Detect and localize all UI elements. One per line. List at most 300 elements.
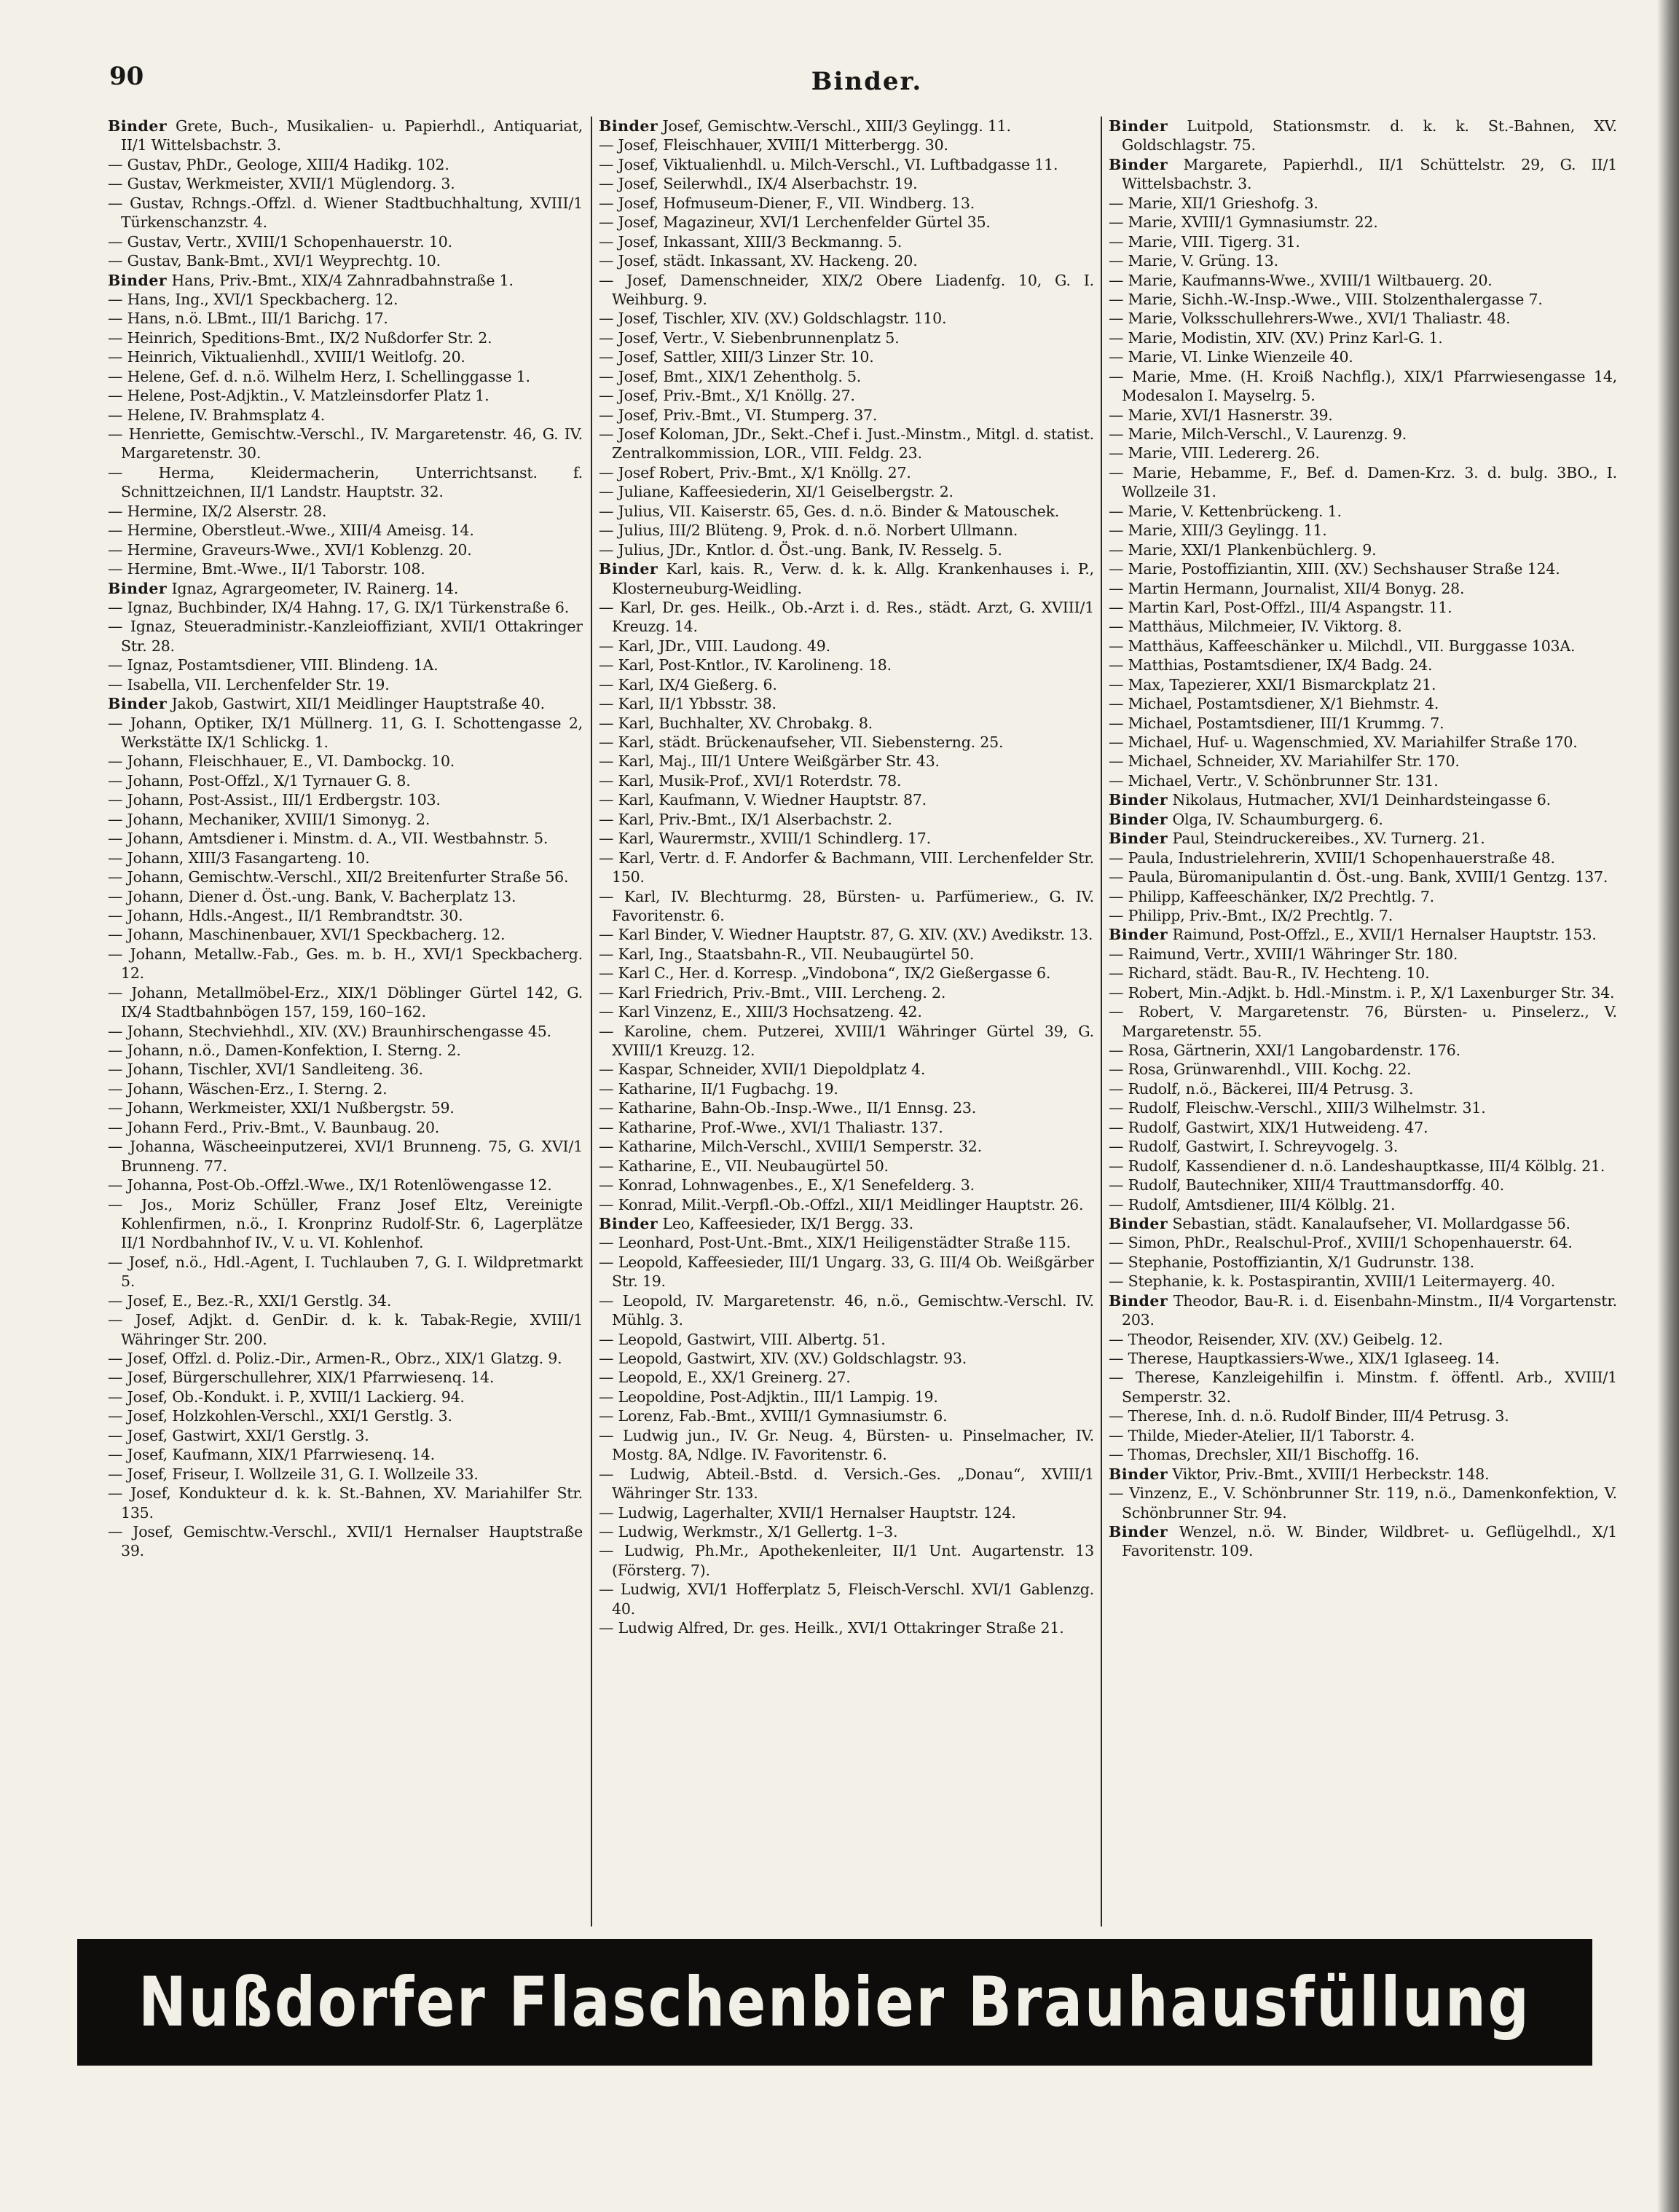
directory-entry [1109, 1253, 1617, 1272]
advertisement-banner [77, 1939, 1592, 2066]
entry-text: — Josef, Adjkt. d. GenDir. d. k. k. Tabak-Regie, XVIII/1 Währinger Str. 200. [108, 1311, 583, 1348]
entry-text: — Raimund, Vertr., XVIII/1 Währinger Str. 180. [1109, 945, 1458, 963]
entry-text: — Marie, Sichh.-W.-Insp.-Wwe., VIII. Stolzenthalergasse 7. [1109, 290, 1543, 308]
directory-entry [108, 714, 583, 752]
entry-text: — Josef, Gemischtw.-Verschl., XVII/1 Hernalser Hauptstraße 39. [108, 1522, 583, 1560]
entry-text: Nikolaus, Hutmacher, XVI/1 Deinhardsteingasse 6. [1168, 791, 1551, 809]
entry-text: — Julius, JDr., Kntlor. d. Öst.-ung. Bank, IV. Resselg. 5. [599, 540, 1002, 559]
advertisement-text: Nußdorfer Flaschenbier Brauhausfüllung [138, 1962, 1531, 2042]
directory-entry [1109, 656, 1617, 674]
directory-entry [599, 194, 1094, 213]
entry-text: — Josef, Sattler, XIII/3 Linzer Str. 10. [599, 348, 874, 366]
entry-text: — Philipp, Priv.-Bmt., IX/2 Prechtlg. 7. [1109, 906, 1393, 924]
entry-text: — Johann Ferd., Priv.-Bmt., V. Baunbaug. 20. [108, 1118, 440, 1136]
entry-text: — Helene, IV. Brahmsplatz 4. [108, 406, 326, 424]
entry-text: — Marie, Volksschullehrers-Wwe., XVI/1 Thaliastr. 48. [1109, 310, 1511, 328]
right-column [1109, 117, 1617, 1923]
entry-text: — Hermine, Bmt.-Wwe., II/1 Taborstr. 108. [108, 560, 425, 578]
entry-text: — Katharine, Bahn-Ob.-Insp.-Wwe., II/1 Ennsg. 23. [599, 1099, 977, 1117]
entry-text: Josef, Gemischtw.-Verschl., XIII/3 Geylingg. 11. [658, 117, 1011, 135]
entry-text: — Josef, Inkassant, XIII/3 Beckmanng. 5. [599, 232, 903, 251]
entry-text: — Rudolf, Kassendiener d. n.ö. Landeshauptkasse, III/4 Kölblg. 21. [1109, 1157, 1605, 1175]
entry-text: — Johann, Optiker, IX/1 Müllnerg. 11, G. I. Schottengasse 2, Werkstätte IX/1 Schlickg. 1. [108, 714, 583, 751]
directory-entry [108, 1253, 583, 1291]
entry-text: — Ignaz, Steueradministr.-Kanzleioffiziant, XVII/1 Ottakringer Str. 28. [108, 618, 583, 655]
directory-entry [599, 1002, 1094, 1021]
directory-entry [108, 810, 583, 829]
entry-text: — Richard, städt. Bau-R., IV. Hechteng. 10. [1109, 964, 1430, 983]
entry-text: — Michael, Huf- u. Wagenschmied, XV. Mariahilfer Straße 170. [1109, 733, 1578, 751]
entry-text: — Josef, Offzl. d. Poliz.-Dir., Armen-R., Obrz., XIX/1 Glatzg. 9. [108, 1350, 562, 1367]
entry-text: — Martin Karl, Post-Offzl., III/4 Aspangstr. 11. [1109, 598, 1452, 616]
directory-entry [599, 559, 1094, 598]
middle-column [599, 117, 1094, 1923]
directory-entry [599, 1406, 1094, 1425]
entry-text: — Josef, Fleischhauer, XVIII/1 Mitterbergg. 30. [599, 136, 948, 154]
directory-entry [599, 1618, 1094, 1637]
entry-text: — Robert, Min.-Adjkt. b. Hdl.-Minstm. i. P., X/1 Laxenburger Str. 34. [1109, 983, 1615, 1001]
directory-entry [1109, 925, 1617, 944]
directory-entry [1109, 540, 1617, 559]
entry-text: — Helene, Post-Adjktin., V. Matzleinsdorfer Platz 1. [108, 387, 489, 405]
entry-text: — Martin Hermann, Journalist, XII/4 Bonyg. 28. [1109, 579, 1465, 597]
directory-entry [599, 309, 1094, 328]
directory-entry [1109, 155, 1617, 194]
directory-entry [108, 194, 583, 232]
entry-text: — Rudolf, Gastwirt, I. Schreyvogelg. 3. [1109, 1138, 1399, 1156]
entry-text: — Gustav, Bank-Bmt., XVI/1 Weyprechtg. 10. [108, 252, 441, 270]
directory-entry [1109, 347, 1617, 366]
entry-text: — Josef, E., Bez.-R., XXI/1 Gerstlg. 34. [108, 1291, 392, 1310]
directory-entry [1109, 675, 1617, 694]
directory-entry [599, 1195, 1094, 1214]
entry-text: — Julius, III/2 Blüteng. 9, Prok. d. n.ö. Norbert Ullmann. [599, 521, 1018, 540]
entry-text: — Marie, XXI/1 Plankenbüchlerg. 9. [1109, 540, 1377, 559]
directory-entry [108, 983, 583, 1022]
directory-entry [1109, 1118, 1617, 1137]
entry-text: — Karl, JDr., VIII. Laudong. 49. [599, 637, 830, 655]
entry-headword: Binder [1109, 830, 1168, 848]
entry-text: — Katharine, II/1 Fugbachg. 19. [599, 1079, 838, 1098]
directory-entry [108, 906, 583, 925]
entry-text: — Heinrich, Speditions-Bmt., IX/2 Nußdorfer Str. 2. [108, 328, 492, 347]
entry-text: — Karl Friedrich, Priv.-Bmt., VIII. Lercheng. 2. [599, 983, 946, 1001]
entry-text: — Josef, n.ö., Hdl.-Agent, I. Tuchlauben 7, G. I. Wildpretmarkt 5. [108, 1253, 583, 1291]
directory-entry [1109, 232, 1617, 251]
entry-text: Hans, Priv.-Bmt., XIX/4 Zahnradbahnstraße 1. [167, 271, 514, 289]
entry-text: — Johann, Diener d. Öst.-ung. Bank, V. Bacherplatz 13. [108, 887, 516, 905]
directory-entry [599, 752, 1094, 771]
entry-text: Leo, Kaffeesieder, IX/1 Bergg. 33. [658, 1214, 913, 1232]
directory-entry [1109, 1176, 1617, 1194]
entry-text: — Katharine, E., VII. Neubaugürtel 50. [599, 1157, 889, 1175]
directory-entry [599, 1253, 1094, 1291]
directory-entry [1109, 1233, 1617, 1252]
directory-entry [1109, 1406, 1617, 1425]
directory-entry [1109, 1445, 1617, 1464]
entry-text: — Katharine, Prof.-Wwe., XVI/1 Thaliastr. 137. [599, 1118, 943, 1136]
entry-text: — Marie, VI. Linke Wienzeile 40. [1109, 348, 1353, 366]
directory-entry [1109, 406, 1617, 425]
directory-entry [108, 1137, 583, 1176]
directory-entry [599, 1388, 1094, 1406]
entry-text: — Josef, städt. Inkassant, XV. Hackeng. 20. [599, 252, 918, 270]
entry-text: — Heinrich, Viktualienhdl., XVIII/1 Weitlofg. 20. [108, 348, 465, 366]
directory-entry [599, 925, 1094, 944]
entry-headword: Binder [1109, 155, 1168, 173]
entry-text: — Rudolf, n.ö., Bäckerei, III/4 Petrusg. 3. [1109, 1079, 1414, 1098]
directory-entry [599, 367, 1094, 386]
running-head: Binder. [811, 67, 923, 96]
directory-entry [1109, 251, 1617, 270]
directory-entry [1109, 1368, 1617, 1406]
directory-entry [599, 1157, 1094, 1176]
directory-entry [1109, 1041, 1617, 1060]
entry-text: — Ignaz, Postamtsdiener, VIII. Blindeng. 1A. [108, 656, 439, 674]
entry-text: — Ludwig, Werkmstr., X/1 Gellertg. 1–3. [599, 1522, 898, 1540]
entry-text: — Karl, Maj., III/1 Untere Weißgärber Str. 43. [599, 752, 940, 771]
entry-text: — Isabella, VII. Lerchenfelder Str. 19. [108, 675, 390, 693]
directory-entry [108, 752, 583, 771]
entry-text: — Paula, Industrielehrerin, XVIII/1 Schopenhauerstraße 48. [1109, 849, 1555, 867]
directory-entry [1109, 271, 1617, 290]
entry-text: — Josef, Damenschneider, XIX/2 Obere Liadenfg. 10, G. I. Weihburg. 9. [599, 271, 1094, 308]
directory-entry [599, 637, 1094, 656]
directory-entry [599, 1368, 1094, 1387]
directory-entry [1109, 1157, 1617, 1176]
directory-entry [1109, 1330, 1617, 1349]
entry-text: — Gustav, PhDr., Geologe, XIII/4 Hadikg. 102. [108, 155, 449, 173]
entry-text: — Therese, Inh. d. n.ö. Rudolf Binder, III/4 Petrusg. 3. [1109, 1407, 1509, 1425]
directory-entry [108, 790, 583, 809]
directory-entry [1109, 849, 1617, 867]
directory-entry [1109, 328, 1617, 347]
directory-entry [108, 829, 583, 848]
directory-entry [1109, 117, 1617, 155]
entry-text: — Josef, Holzkohlen-Verschl., XXI/1 Gerstlg. 3. [108, 1407, 452, 1425]
entry-text: — Philipp, Kaffeeschänker, IX/2 Prechtlg. 7. [1109, 887, 1434, 905]
entry-text: — Josef, Vertr., V. Siebenbrunnenplatz 5. [599, 328, 900, 347]
entry-text: — Ludwig, Ph.Mr., Apothekenleiter, II/1 Unt. Augartenstr. 13 (Försterg. 7). [599, 1542, 1094, 1579]
directory-entry [599, 771, 1094, 790]
directory-entry [599, 1291, 1094, 1330]
entry-text: — Johann, Amtsdiener i. Minstm. d. A., VII. Westbahnstr. 5. [108, 830, 548, 848]
directory-entry [108, 1445, 583, 1464]
entry-text: — Ludwig, Abteil.-Bstd. d. Versich.-Ges. „Donau“, XVIII/1 Währinger Str. 133. [599, 1465, 1094, 1503]
directory-entry [599, 328, 1094, 347]
directory-entry [108, 849, 583, 867]
entry-text: Paul, Steindruckereibes., XV. Turnerg. 21. [1168, 830, 1485, 848]
entry-text: — Konrad, Lohnwagenbes., E., X/1 Senefelderg. 3. [599, 1176, 975, 1194]
directory-entry [108, 1041, 583, 1060]
entry-text: — Helene, Gef. d. n.ö. Wilhelm Herz, I. Schellinggasse 1. [108, 367, 530, 385]
left-column [108, 117, 583, 1923]
directory-entry [108, 1522, 583, 1561]
entry-text: — Johann, XIII/3 Fasangarteng. 10. [108, 849, 370, 867]
entry-text: — Josef, Kondukteur d. k. k. St.-Bahnen, XV. Mariahilfer Str. 135. [108, 1484, 583, 1522]
directory-entry [108, 1060, 583, 1079]
entry-text: — Josef, Tischler, XIV. (XV.) Goldschlagstr. 110. [599, 310, 947, 328]
directory-entry [1109, 1272, 1617, 1291]
entry-text: — Johanna, Wäscheeinputzerei, XVI/1 Brunneng. 75, G. XVI/1 Brunneng. 77. [108, 1138, 583, 1175]
entry-text: — Johann, Gemischtw.-Verschl., XII/2 Breitenfurter Straße 56. [108, 868, 569, 886]
entry-text: — Henriette, Gemischtw.-Verschl., IV. Margaretenstr. 46, G. IV. Margaretenstr. 30. [108, 425, 583, 463]
entry-text: Theodor, Bau-R. i. d. Eisenbahn-Minstm., II/4 Vorgartenstr. 203. [1122, 1291, 1617, 1329]
entry-headword: Binder [1109, 1214, 1168, 1232]
entry-text: — Karl, Kaufmann, V. Wiedner Hauptstr. 87. [599, 791, 927, 809]
entry-text: Raimund, Post-Offzl., E., XVII/1 Hernalser Hauptstr. 153. [1168, 926, 1597, 944]
directory-entry [108, 598, 583, 617]
entry-text: — Leopoldine, Post-Adjktin., III/1 Lampig. 19. [599, 1388, 938, 1406]
directory-entry [599, 1349, 1094, 1368]
directory-entry [599, 1176, 1094, 1194]
directory-entry [599, 714, 1094, 733]
directory-entry [1109, 1002, 1617, 1041]
directory-entry [108, 1465, 583, 1484]
directory-entry [599, 733, 1094, 752]
entry-text: — Josef Koloman, JDr., Sekt.-Chef i. Just.-Minstm., Mitgl. d. statist. Zentralkommission, LOR., VIII. Feldg. 23. [599, 425, 1094, 463]
entry-text: — Marie, Mme. (H. Kroiß Nachflg.), XIX/1 Pfarrwiesengasse 14, Modesalon I. Mayselrg. 5. [1109, 367, 1617, 405]
directory-entry [1109, 1214, 1617, 1233]
entry-text: — Marie, XVI/1 Hasnerstr. 39. [1109, 406, 1333, 424]
entry-text: — Marie, V. Grüng. 13. [1109, 252, 1278, 270]
directory-entry [1109, 945, 1617, 964]
directory-entry [1109, 213, 1617, 232]
entry-text: — Johann, Hdls.-Angest., II/1 Rembrandtstr. 30. [108, 906, 463, 924]
directory-entry [108, 406, 583, 425]
directory-entry [108, 328, 583, 347]
entry-text: — Johann, Stechviehhdl., XIV. (XV.) Braunhirschengasse 45. [108, 1022, 551, 1040]
entry-text: — Karl, Buchhalter, XV. Chrobakg. 8. [599, 714, 873, 732]
entry-text: — Katharine, Milch-Verschl., XVIII/1 Semperstr. 32. [599, 1138, 982, 1156]
directory-entry [108, 367, 583, 386]
entry-text: — Matthias, Postamtsdiener, IX/4 Badg. 24. [1109, 656, 1433, 674]
entry-text: — Gustav, Vertr., XVIII/1 Schopenhauerstr. 10. [108, 232, 452, 251]
directory-entry [108, 1291, 583, 1310]
entry-text: — Juliane, Kaffeesiederin, XI/1 Geiselbergstr. 2. [599, 483, 953, 501]
directory-entry [1109, 1098, 1617, 1117]
directory-entry [108, 559, 583, 578]
entry-text: — Karl, Ing., Staatsbahn-R., VII. Neubaugürtel 50. [599, 945, 975, 963]
directory-entry [599, 694, 1094, 713]
directory-entry [1109, 1522, 1617, 1561]
entry-text: — Karl, Priv.-Bmt., IX/1 Alserbachstr. 2. [599, 810, 892, 828]
entry-text: — Rudolf, Bautechniker, XIII/4 Trauttmansdorffg. 40. [1109, 1176, 1504, 1194]
entry-text: — Konrad, Milit.-Verpfl.-Ob.-Offzl., XII/1 Meidlinger Hauptstr. 26. [599, 1195, 1084, 1213]
entry-text: — Johann, Metallmöbel-Erz., XIX/1 Döblinger Gürtel 142, G. IX/4 Stadtbahnbögen 157, 159, 160–162. [108, 983, 583, 1021]
entry-text: — Ludwig Alfred, Dr. ges. Heilk., XVI/1 Ottakringer Straße 21. [599, 1619, 1064, 1637]
entry-text: — Johann, Mechaniker, XVIII/1 Simonyg. 2. [108, 810, 430, 828]
directory-entry [599, 213, 1094, 232]
directory-entry [1109, 867, 1617, 886]
entry-text: Jakob, Gastwirt, XII/1 Meidlinger Hauptstraße 40. [167, 695, 545, 713]
directory-entry [599, 656, 1094, 674]
directory-entry [599, 790, 1094, 809]
directory-entry [1109, 1195, 1617, 1214]
directory-entry [599, 521, 1094, 540]
entry-text: — Ludwig, Lagerhalter, XVII/1 Hernalser Hauptstr. 124. [599, 1503, 1016, 1522]
entry-headword: Binder [108, 117, 168, 135]
directory-entry [108, 1426, 583, 1445]
directory-entry [599, 1426, 1094, 1465]
entry-headword: Binder [599, 117, 658, 135]
directory-entry [1109, 887, 1617, 906]
entry-text: Sebastian, städt. Kanalaufseher, VI. Mollardgasse 56. [1168, 1214, 1570, 1232]
directory-entry [1109, 694, 1617, 713]
entry-text: — Johann, Metallw.-Fab., Ges. m. b. H., XVI/1 Speckbacherg. 12. [108, 945, 583, 983]
entry-text: — Karl, IX/4 Gießerg. 6. [599, 675, 777, 693]
entry-text: — Josef, Ob.-Kondukt. i. P., XVIII/1 Lackierg. 94. [108, 1388, 465, 1406]
directory-entry [599, 117, 1094, 135]
directory-entry [108, 1349, 583, 1368]
directory-entry [1109, 1426, 1617, 1445]
entry-text: — Stephanie, Postoffiziantin, X/1 Gudrunstr. 138. [1109, 1253, 1474, 1271]
entry-headword: Binder [1109, 810, 1168, 828]
directory-entry [108, 290, 583, 309]
directory-entry [108, 1484, 583, 1522]
entry-text: — Hermine, Graveurs-Wwe., XVI/1 Koblenzg. 20. [108, 540, 472, 559]
directory-entry [599, 1137, 1094, 1156]
entry-text: — Johann, Werkmeister, XXI/1 Nußbergstr. 59. [108, 1099, 455, 1117]
directory-entry [599, 1233, 1094, 1252]
directory-entry [108, 771, 583, 790]
entry-text: — Josef, Priv.-Bmt., X/1 Knöllg. 27. [599, 387, 855, 405]
entry-text: — Karl, II/1 Ybbsstr. 38. [599, 695, 776, 713]
entry-text: — Johann, n.ö., Damen-Konfektion, I. Sterng. 2. [108, 1042, 461, 1059]
entry-text: — Hermine, IX/2 Alserstr. 28. [108, 502, 327, 520]
directory-entry [1109, 521, 1617, 540]
directory-entry [599, 1330, 1094, 1349]
entry-text: — Josef Robert, Priv.-Bmt., X/1 Knöllg. 27. [599, 463, 911, 481]
entry-text: Olga, IV. Schaumburgerg. 6. [1168, 810, 1383, 828]
entry-text: — Leopold, E., XX/1 Greinerg. 27. [599, 1369, 851, 1387]
directory-entry [108, 925, 583, 944]
entry-headword: Binder [1109, 926, 1168, 944]
directory-entry [599, 271, 1094, 310]
entry-text: — Marie, Hebamme, F., Bef. d. Damen-Krz. 3. d. bulg. 3BO., I. Wollzeile 31. [1109, 463, 1617, 501]
entry-text: — Hans, Ing., XVI/1 Speckbacherg. 12. [108, 290, 398, 308]
entry-text: — Paula, Büromanipulantin d. Öst.-ung. Bank, XVIII/1 Gentzg. 137. [1109, 868, 1608, 886]
entry-text: — Josef, Gastwirt, XXI/1 Gerstlg. 3. [108, 1426, 369, 1444]
entry-text: Karl, kais. R., Verw. d. k. k. Allg. Krankenhauses i. P., Klosterneuburg-Weidling. [612, 560, 1094, 597]
entry-headword: Binder [1109, 791, 1168, 809]
directory-entry [108, 1022, 583, 1041]
entry-text: — Kaspar, Schneider, XVII/1 Diepoldplatz 4. [599, 1060, 926, 1079]
entry-text: — Jos., Moriz Schüller, Franz Josef Eltz, Vereinigte Kohlenfirmen, n.ö., I. Kronprinz Rudolf-Str. 6, Lagerplätze II/1 Nordbahnhof IV., V. u. VI. Kohlenhof. [108, 1195, 583, 1252]
directory-entry [599, 849, 1094, 887]
directory-entry [599, 174, 1094, 193]
entry-text: — Josef, Friseur, I. Wollzeile 31, G. I. Wollzeile 33. [108, 1465, 479, 1483]
entry-text: — Stephanie, k. k. Postaspirantin, XVIII/1 Leitermayerg. 40. [1109, 1272, 1556, 1291]
entry-text: — Simon, PhDr., Realschul-Prof., XVIII/1 Schopenhauerstr. 64. [1109, 1234, 1573, 1252]
directory-entry [1109, 1079, 1617, 1098]
entry-text: — Julius, VII. Kaiserstr. 65, Ges. d. n.ö. Binder & Matouschek. [599, 502, 1060, 520]
entry-text: — Matthäus, Kaffeeschänker u. Milchdl., VII. Burggasse 103A. [1109, 637, 1576, 655]
entry-text: — Michael, Schneider, XV. Mariahilfer Str. 170. [1109, 752, 1460, 771]
directory-entry [599, 964, 1094, 983]
entry-headword: Binder [1109, 117, 1168, 135]
directory-entry [108, 540, 583, 559]
directory-entry [108, 1195, 583, 1253]
entry-text: — Rudolf, Fleischw.-Verschl., XIII/3 Wilhelmstr. 31. [1109, 1099, 1486, 1117]
entry-text: — Gustav, Rchngs.-Offzl. d. Wiener Stadtbuchhaltung, XVIII/1 Türkenschanzstr. 4. [108, 194, 583, 232]
entry-text: — Max, Tapezierer, XXI/1 Bismarckplatz 21. [1109, 675, 1436, 693]
directory-entry [599, 1079, 1094, 1098]
entry-text: — Marie, Postoffiziantin, XIII. (XV.) Sechshauser Straße 124. [1109, 560, 1560, 578]
entry-text: — Gustav, Werkmeister, XVII/1 Müglendorg. 3. [108, 175, 455, 193]
directory-entry [108, 347, 583, 366]
directory-entry [108, 521, 583, 540]
entry-text: — Rosa, Grünwarenhdl., VIII. Kochg. 22. [1109, 1060, 1412, 1079]
entry-text: — Therese, Hauptkassiers-Wwe., XIX/1 Iglaseeg. 14. [1109, 1350, 1500, 1367]
directory-entry [108, 617, 583, 656]
entry-text: — Karl, IV. Blechturmg. 28, Bürsten- u. Parfümeriew., G. IV. Favoritenstr. 6. [599, 887, 1094, 924]
entry-text: — Ludwig jun., IV. Gr. Neug. 4, Bürsten- u. Pinselmacher, IV. Mostg. 8A, Ndlge. IV. Favoritenstr. 6. [599, 1426, 1094, 1464]
entry-text: — Josef, Bürgerschullehrer, XIX/1 Pfarrwiesenq. 14. [108, 1369, 495, 1387]
directory-entry [599, 482, 1094, 501]
directory-entry [108, 1368, 583, 1387]
directory-entry [1109, 906, 1617, 925]
directory-entry [108, 232, 583, 251]
entry-text: — Theodor, Reisender, XIV. (XV.) Geibelg. 12. [1109, 1330, 1443, 1348]
entry-text: — Marie, XVIII/1 Gymnasiumstr. 22. [1109, 213, 1378, 232]
entry-text: — Therese, Kanzleigehilfin i. Minstm. f. öffentl. Arb., XVIII/1 Semperstr. 32. [1109, 1369, 1617, 1406]
directory-entry [599, 155, 1094, 174]
directory-entry [599, 232, 1094, 251]
entry-text: Grete, Buch-, Musikalien- u. Papierhdl., Antiquariat, II/1 Wittelsbachstr. 3. [121, 117, 583, 154]
directory-entry [1109, 752, 1617, 771]
entry-text: — Josef, Viktualienhdl. u. Milch-Verschl., VI. Luftbadgasse 11. [599, 155, 1058, 173]
entry-headword: Binder [108, 695, 168, 713]
entry-headword: Binder [1109, 1465, 1168, 1483]
directory-entry [599, 1060, 1094, 1079]
entry-text: — Marie, VIII. Tigerg. 31. [1109, 232, 1300, 251]
entry-text: — Johann, Tischler, XVI/1 Sandleiteng. 36. [108, 1060, 423, 1079]
entry-text: — Vinzenz, E., V. Schönbrunner Str. 119, n.ö., Damenkonfektion, V. Schönbrunner Str. 94. [1109, 1484, 1617, 1522]
directory-entry [599, 1098, 1094, 1117]
directory-entry [1109, 829, 1617, 848]
directory-entry [599, 251, 1094, 270]
entry-text: — Leopold, Kaffeesieder, III/1 Ungarg. 33, G. III/4 Ob. Weißgärber Str. 19. [599, 1253, 1094, 1291]
directory-entry [108, 502, 583, 521]
entry-text: — Rudolf, Amtsdiener, III/4 Kölblg. 21. [1109, 1195, 1396, 1213]
entry-text: — Matthäus, Milchmeier, IV. Viktorg. 8. [1109, 618, 1402, 636]
directory-entry [108, 386, 583, 405]
entry-headword: Binder [599, 560, 658, 578]
entry-text: — Karl, Musik-Prof., XVI/1 Roterdstr. 78. [599, 771, 902, 790]
directory-entry [599, 347, 1094, 366]
entry-text: — Karl, Vertr. d. F. Andorfer & Bachmann, VIII. Lerchenfelder Str. 150. [599, 849, 1094, 886]
entry-text: Wenzel, n.ö. W. Binder, Wildbret- u. Geflügelhdl., X/1 Favoritenstr. 109. [1122, 1522, 1617, 1560]
directory-entry [599, 983, 1094, 1002]
directory-entry [599, 425, 1094, 463]
directory-entry [1109, 964, 1617, 983]
directory-entry [599, 135, 1094, 154]
directory-entry [1109, 637, 1617, 656]
entry-text: — Michael, Postamtsdiener, X/1 Biehmstr. 4. [1109, 695, 1439, 713]
directory-entry [1109, 463, 1617, 502]
directory-entry [1109, 1349, 1617, 1368]
entry-text: — Marie, XIII/3 Geylingg. 11. [1109, 521, 1327, 540]
directory-entry [599, 1580, 1094, 1618]
entry-text: — Thomas, Drechsler, XII/1 Bischoffg. 16. [1109, 1446, 1420, 1464]
directory-entry [599, 1118, 1094, 1137]
entry-text: — Josef, Kaufmann, XIX/1 Pfarrwiesenq. 14. [108, 1446, 435, 1464]
directory-entry [1109, 771, 1617, 790]
directory-entry [108, 251, 583, 270]
directory-entry [1109, 1137, 1617, 1156]
entry-text: — Thilde, Mieder-Atelier, II/1 Taborstr. 4. [1109, 1426, 1415, 1444]
